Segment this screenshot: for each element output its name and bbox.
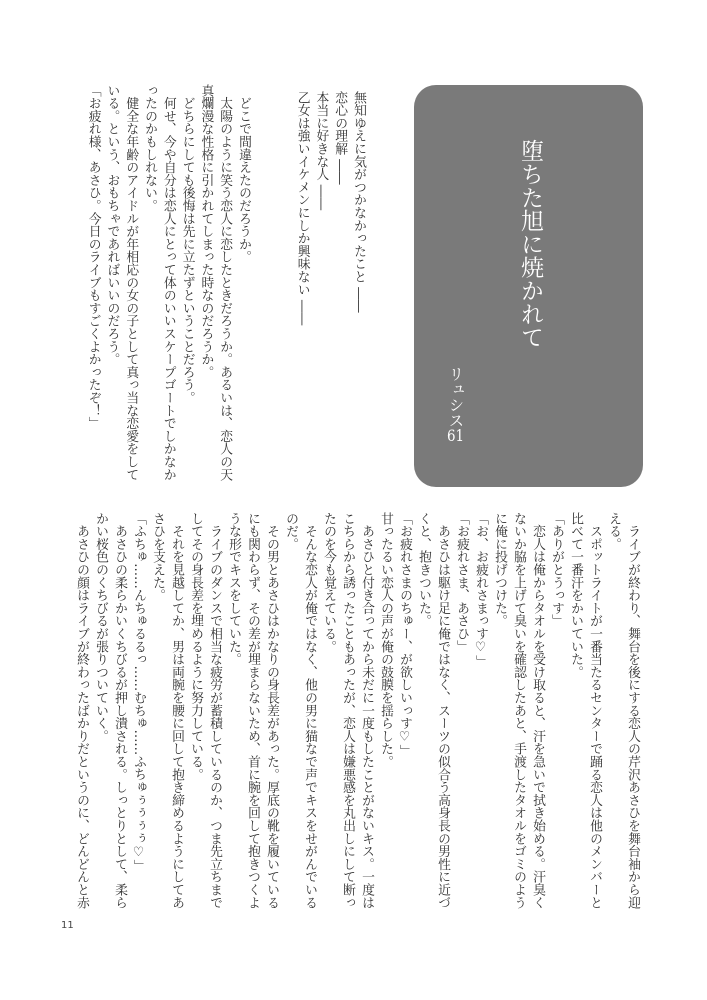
text-line: 「お疲れ様、あさひ。今日のライブもすごくよかったぞ！」 xyxy=(85,84,101,430)
text-line: さひを支えた。 xyxy=(150,512,165,602)
poem-line: 恋心の理解 ―― xyxy=(332,91,348,185)
epigraph-poem xyxy=(291,91,367,411)
poem-line: 無知ゆえに気がつかなかったこと ―― xyxy=(351,91,366,313)
text-line: 真爛漫な性格に引かれてしまった時なのだろうか。 xyxy=(198,84,214,379)
lower-tier-text xyxy=(72,512,642,912)
text-line: 太陽のように笑う恋人に恋したときだろうか。あるいは、恋人の天 xyxy=(217,84,233,481)
text-line: その男とあさひはかなりの身長差があった。厚底の靴を履いている xyxy=(264,512,279,909)
text-line: にも関わらず、その差が埋まらないため、首に腕を回して抱きつくよ xyxy=(245,512,260,909)
text-line: あさひの柔らかいくちびるが押し潰される。しっとりとして、柔ら xyxy=(112,512,127,909)
text-line: くと、抱きついた。 xyxy=(416,512,431,628)
text-line: あさひは駆け足に俺ではなく、スーツの似合う高身長の男性に近づ xyxy=(435,512,450,909)
poem-line: 本当に好きな人 ―― xyxy=(313,91,329,211)
text-line: 「お疲れさま、あさひ」 xyxy=(454,512,469,653)
text-line: どこで間違えたのだろうか。 xyxy=(236,84,251,264)
text-line: に俺に投げつけた。 xyxy=(492,512,507,628)
text-line: あさひの顔はライブが終わったばかりだというのに、どんどんと赤 xyxy=(74,512,89,909)
author-number: 61 xyxy=(446,428,465,444)
story-title: 堕ちた旭に焼かれて xyxy=(517,139,543,349)
text-line: うな形でキスをしていた。 xyxy=(226,512,241,666)
title-box xyxy=(414,85,643,487)
text-line: たのを今も覚えている。 xyxy=(321,512,336,653)
text-line: あさひと付き合ってから未だに一度もしたことがないキス。一度は xyxy=(359,512,374,909)
text-line: そんな恋人が俺ではなく、他の男に猫なで声でキスをせがんでいる xyxy=(302,512,317,909)
text-line: どちらにしても後悔は先に立たずということだろう。 xyxy=(179,84,195,404)
text-line: 健全な年齢のアイドルが年相応の女の子として真っ当な恋愛をして xyxy=(123,84,139,481)
text-line: 恋人は俺からタオルを受け取ると、汗を急いで拭き始める。汗臭く xyxy=(530,512,545,909)
upper-tier-text xyxy=(82,84,252,484)
text-line: ないか脇を上げて臭いを確認したあと、手渡したタオルをゴミのよう xyxy=(511,512,526,909)
author-name-kana: リュシス xyxy=(446,366,465,428)
text-line: のだ。 xyxy=(283,512,298,551)
text-line: 何せ、今や自分は恋人にとって体のいいスケープゴートでしかなか xyxy=(160,84,176,481)
text-line: ライブが終わり、舞台を後にする恋人の芹沢あさひを舞台袖から迎 xyxy=(625,512,640,909)
text-line: スポットライトが一番当たるセンターで踊る恋人は他のメンバーと xyxy=(587,512,602,909)
poem-line: 乙女は強いイケメンにしか興味ない ―― xyxy=(294,91,310,326)
text-line: かい桜色のくちびるが張りついていく。 xyxy=(93,512,108,743)
page-number: 11 xyxy=(61,920,74,931)
text-line: 「お疲れさまのちゅー、が欲しいっす♡」 xyxy=(397,512,412,758)
text-line: こちらから誘ったこともあったが、恋人は嫌悪感を丸出しにして断っ xyxy=(340,512,355,909)
text-line: 「お、お疲れさまっす♡」 xyxy=(473,512,488,668)
text-line: 「ふちゅ……んちゅるるっ……むちゅ……ふちゅぅぅぅぅ♡」 xyxy=(131,512,146,873)
text-line: 甘ったるい恋人の声が俺の鼓膜を揺らした。 xyxy=(378,512,393,768)
text-line: それを見越してか、男は両腕を腰に回して抱き締めるようにしてあ xyxy=(169,512,184,909)
text-line: いる。という、おもちゃであればいいのだろう。 xyxy=(104,84,120,366)
text-line: える。 xyxy=(606,512,621,551)
text-line: 「ありがとうっす」 xyxy=(549,512,564,628)
text-line: してその身長差を埋めるように努力している。 xyxy=(188,512,203,781)
author-name xyxy=(447,366,463,444)
text-line: ったのかもしれない。 xyxy=(142,84,158,212)
text-line: ライブのダンスで相当な疲労が蓄積しているのか、つま先立ちまで xyxy=(207,512,222,909)
text-line: 比べて一番汗をかいていた。 xyxy=(568,512,583,679)
